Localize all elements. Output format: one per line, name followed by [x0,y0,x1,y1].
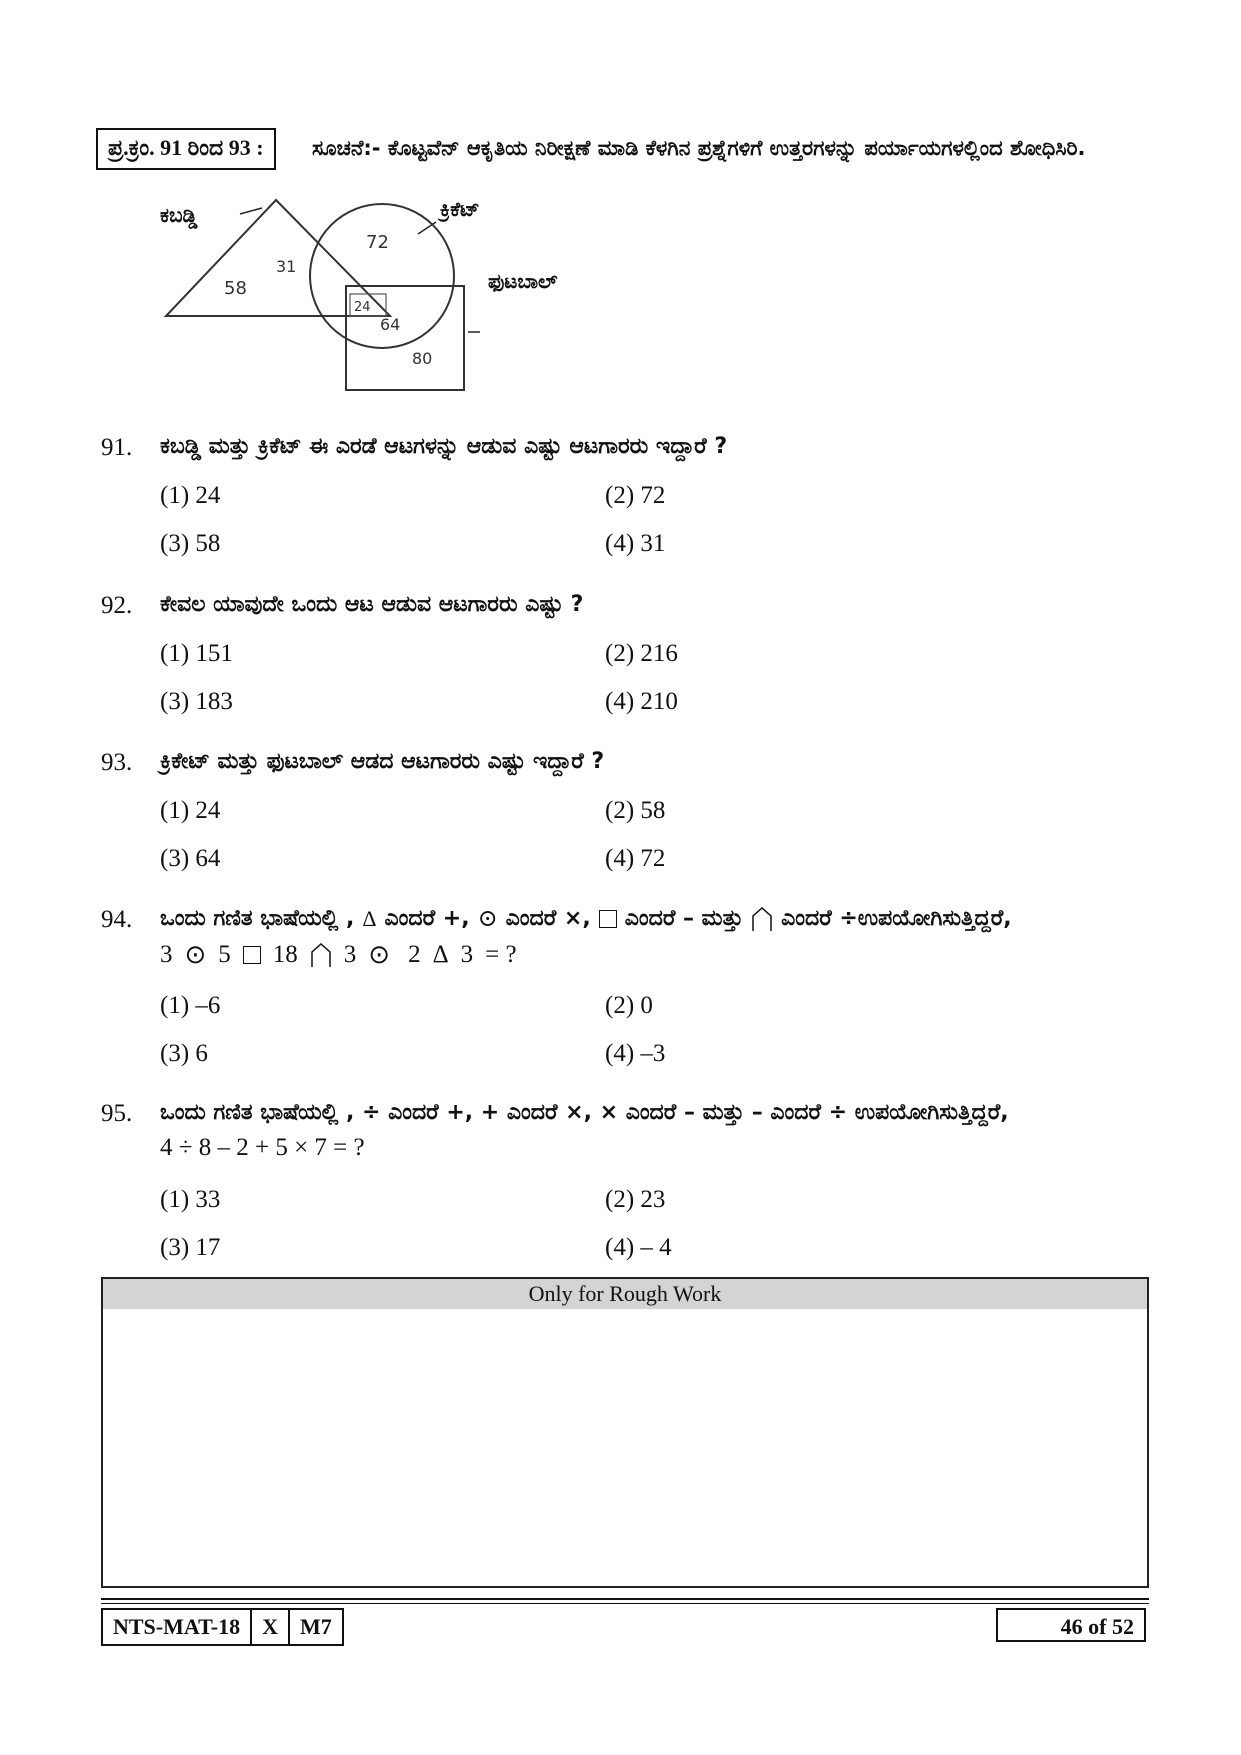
question-text: ಒಂದು ಗಣಿತ ಭಾಷೆಯಲ್ಲಿ , ÷ ಎಂದರೆ +, + ಎಂದರೆ ×, × ಎಂದರೆ – ಮತ್ತು – ಎಂದರೆ ÷ ಉಪಯೋಗಿಸುತ್ತಿದ್ದರೆ, [160,1100,1009,1125]
circle-dot-symbol-icon: ⊙ [184,940,207,969]
question-text-part: ಎಂದರೆ – ಮತ್ತು [624,906,744,931]
pentagon-symbol-icon [751,906,773,932]
region-football-only: 80 [412,349,433,368]
label-kabaddi: ಕಬಡ್ಡಿ [160,203,198,227]
triangle-symbol-icon: Δ [362,906,377,931]
question-text-94 [160,901,1150,937]
pentagon-symbol-icon [310,942,332,968]
option: (1) 151 [160,640,233,667]
option: (1) 24 [160,797,221,824]
rough-work-area [101,1277,1149,1588]
expr-number: 3 [160,941,173,968]
option: (4) –3 [605,1040,666,1067]
venn-diagram [150,190,590,420]
question-text: ಕಬಡ್ಡಿ ಮತ್ತು ಕ್ರಿಕೆಟ್ ಈ ಎರಡೆ ಆಟಗಳನ್ನು ಆಡುವ ಎಷ್ಟು ಆಟಗಾರರು ಇದ್ದಾರೆ ? [160,434,728,459]
option: (2) 23 [605,1186,666,1213]
instruction-text: ಸೂಚನೆ:- ಕೊಟ್ಟವೆನ್ ಆಕೃತಿಯ ನಿರೀಕ್ಷಣೆ ಮಾಡಿ ಕೆಳಗಿನ ಪ್ರಶ್ನೆಗಳಿಗೆ ಉತ್ತರಗಳನ್ನು ಪರ್ಯಾಯಗಳಲ್ಲಿಂದ ಶೋಧಿಸಿರಿ. [312,136,1086,160]
option: (3) 64 [160,845,221,872]
question-text: ಕೇವಲ ಯಾವುದೇ ಒಂದು ಆಟ ಆಡುವ ಆಟಗಾರರು ಎಷ್ಟು ? [160,592,584,617]
option: (4) – 4 [605,1234,672,1261]
page-number: 46 of 52 [996,1608,1146,1642]
rough-work-header: Only for Rough Work [103,1279,1147,1309]
region-kabaddi-cricket: 31 [276,257,297,276]
expression-95: 4 ÷ 8 – 2 + 5 × 7 = ? [160,1134,365,1161]
triangle-symbol-icon: Δ [432,941,449,968]
circle-dot-symbol-icon: ⊙ [477,906,498,932]
option: (1) 33 [160,1186,221,1213]
footer-divider [101,1603,1149,1604]
option: (2) 216 [605,640,678,667]
question-number: 93. [101,749,133,776]
region-all-three: 24 [354,300,371,315]
region-cricket-football: 64 [380,315,401,334]
expr-number: 18 [272,941,298,968]
option: (2) 58 [605,797,666,824]
expr-number: 2 [408,941,421,968]
expr-end: = ? [485,941,517,968]
expr-number: 3 [460,941,474,968]
region-cricket-only: 72 [366,232,389,253]
region-kabaddi-only: 58 [224,278,247,299]
circle-dot-symbol-icon: ⊙ [368,940,391,969]
footer-divider [101,1598,1149,1600]
question-text-part: ಎಂದರೆ +, [384,906,470,931]
paper-code-box [101,1608,344,1646]
expr-number: 5 [218,941,231,968]
option: (3) 183 [160,688,233,715]
question-number: 94. [101,906,133,933]
question-range-box: ಪ್ರ.ಕ್ರಂ. 91 ರಿಂದ 93 : [96,128,276,170]
option: (3) 58 [160,530,221,557]
option: (1) 24 [160,482,221,509]
question-number: 95. [101,1100,133,1127]
paper-set: X [250,1610,288,1644]
expression-94 [160,940,517,970]
question-text-part: ಎಂದರೆ ×, [505,906,591,931]
question-number: 92. [101,592,133,619]
expr-number: 3 [343,941,357,968]
option: (3) 6 [160,1040,208,1067]
option: (2) 72 [605,482,666,509]
option: (4) 210 [605,688,678,715]
option: (3) 17 [160,1234,221,1261]
question-text: ಕ್ರಿಕೇಟ್ ಮತ್ತು ಫುಟಬಾಲ್ ಆಡದ ಆಟಗಾರರು ಎಷ್ಟು ಇದ್ದಾರೆ ? [160,749,605,774]
option: (2) 0 [605,992,653,1019]
option: (4) 72 [605,845,666,872]
question-text-part: ಎಂದರೆ ÷ಉಪಯೋಗಿಸುತ್ತಿದ್ದರೆ, [781,906,1012,931]
paper-medium: M7 [288,1610,342,1644]
question-text-part: ಒಂದು ಗಣಿತ ಭಾಷೆಯಲ್ಲಿ , [160,906,355,931]
cricket-pointer [418,222,436,234]
option: (4) 31 [605,530,666,557]
square-symbol-icon [599,910,617,928]
square-symbol-icon [243,946,261,964]
option: (1) –6 [160,992,221,1019]
label-cricket: ಕ್ರಿಕೆಟ್ [440,197,480,221]
paper-code: NTS-MAT-18 [113,1614,241,1639]
question-number: 91. [101,434,133,461]
kabaddi-pointer [240,208,262,214]
label-football: ಫುಟಬಾಲ್ [488,269,558,293]
